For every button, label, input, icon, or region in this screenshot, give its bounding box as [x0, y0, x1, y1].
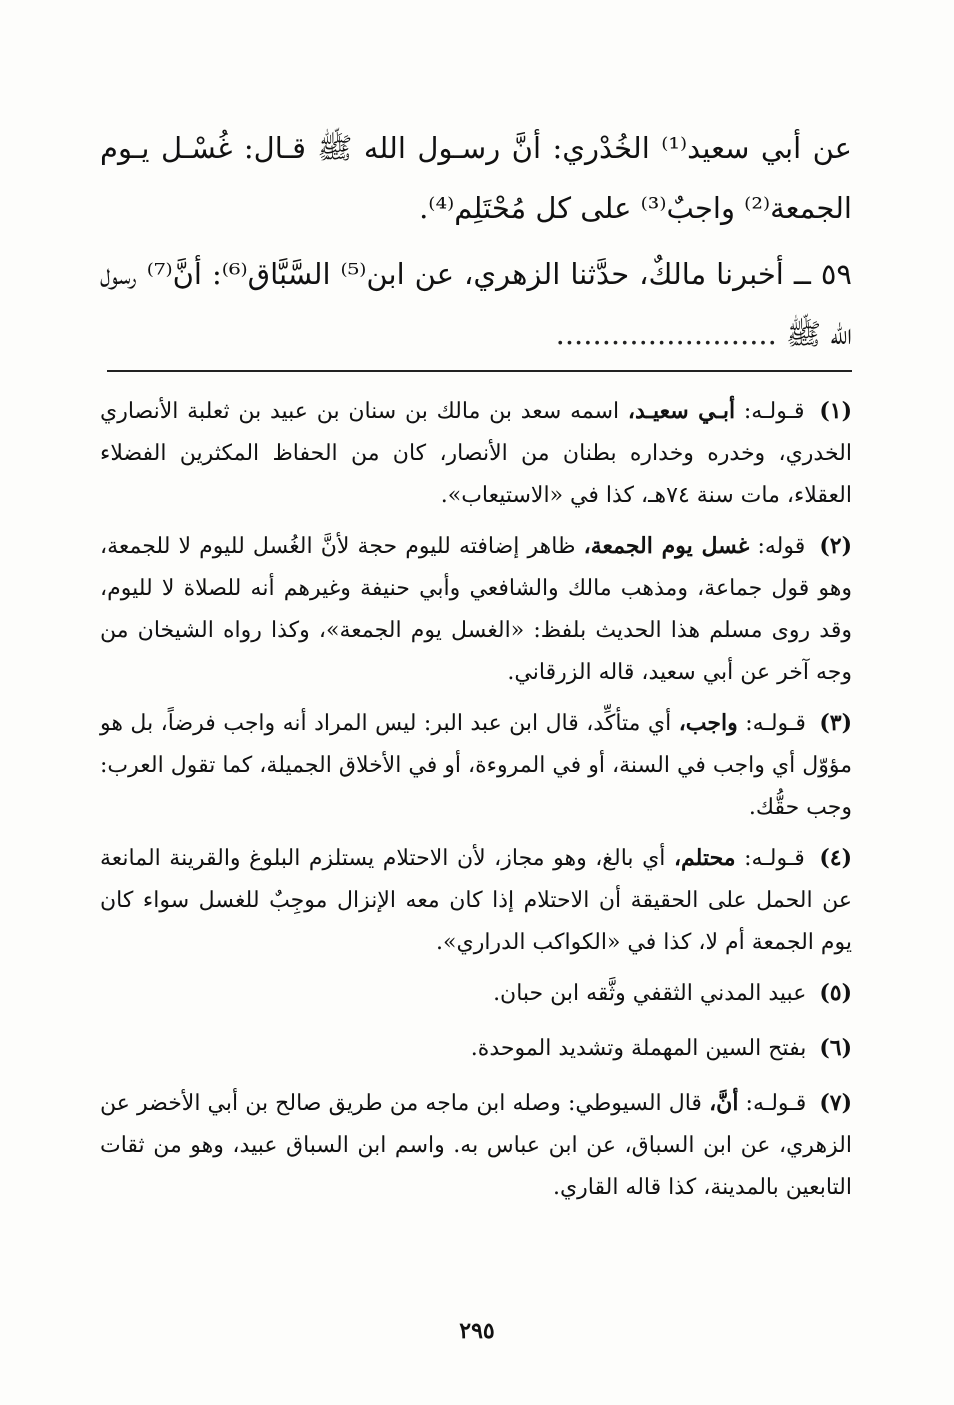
footnote-text: قال السيوطي: وصله ابن ماجه من طريق صالح بن أبي الأخضر عن الزهري، عن ابن السباق، عن ابن عباس به. واسم ابن السباق عبيد، وهو من ثقات التابعين بالمدينة، كذا قاله القاري. — [100, 1091, 852, 1200]
footnote-6 — [100, 1027, 852, 1070]
footnotes-section — [100, 390, 852, 1217]
footnote-prefix: قـولـه: — [743, 399, 805, 424]
footnote-number: (٧) — [819, 1090, 853, 1116]
footnote-text: عبيد المدني الثقفي وثَّقه ابن حبان. — [493, 981, 807, 1006]
page-number: ٢٩٥ — [459, 1318, 495, 1344]
footnote-prefix: قـولـه: — [745, 711, 806, 736]
footnote-7 — [100, 1082, 852, 1209]
footnote-3 — [100, 702, 852, 829]
footnote-text: اسمه سعد بن مالك بن سنان بن عبيد بن ثعلبة الأنصاري الخدري، وخدره وخداره بطنان من الأنصار، كان من الحفاظ المكثرين الفضلاء العقلاء، مات سنة ٧٤هـ، كذا في «الاستيعاب». — [100, 399, 852, 508]
footnote-keyword: أبـي سعيـد، — [627, 398, 736, 424]
footnote-keyword: محتلم، — [673, 845, 736, 871]
footnote-keyword: واجب، — [678, 710, 738, 736]
hadith-paragraph-1: عن أبي سعيد⁽¹⁾ الخُدْري: أنَّ رسـول الله ﷺ قـال: غُسْـل يـوم الجمعة⁽²⁾ واجبٌ⁽³⁾ على كل مُحْتَلِم⁽⁴⁾. — [100, 131, 852, 225]
footnote-number: (٢) — [819, 533, 853, 559]
footnote-divider — [107, 370, 852, 372]
footnote-number: (١) — [819, 398, 853, 424]
hadith-paragraph-2 — [100, 244, 852, 364]
footnote-1 — [100, 390, 852, 517]
footnote-text: ظاهر إضافته لليوم حجة لأنَّ الغُسل لليوم لا للجمعة، وهو قول جماعة، ومذهب مالك والشافعي وأبي حنيفة وغيرهم أنه للصلاة لا لليوم، وقد روى مسلم هذا الحديث بلفظ: «الغسل يوم الجمعة»، وكذا رواه الشيخان من وجه آخر عن أبي سعيد، قاله الزرقاني. — [100, 534, 852, 685]
footnote-number: (٦) — [819, 1035, 852, 1061]
footnote-5 — [100, 972, 852, 1015]
footnote-text: بفتح السين المهملة وتشديد الموحدة. — [470, 1036, 807, 1061]
footnote-prefix: قـولـه: — [744, 846, 805, 871]
footnote-2 — [100, 525, 852, 694]
footnote-prefix: قـولـه: — [745, 1091, 807, 1116]
footnote-text: أي بالغ، وهو مجاز، لأن الاحتلام يستلزم البلوغ والقرينة المانعة عن الحمل على الحقيقة أن الاحتلام إذا كان معه الإنزال موجِبٌ للغسل سواء كان يوم الجمعة أم لا، كذا في «الكواكب الدراري». — [100, 846, 852, 955]
footnote-keyword: أنَّ، — [709, 1090, 739, 1116]
footnote-number: (٣) — [819, 710, 852, 736]
footnote-prefix: قوله: — [757, 534, 806, 559]
footnote-number: (٤) — [819, 845, 853, 871]
hadith-59-text: ٥٩ ــ أخبرنا مالكٌ، حدَّثنا الزهري، عن ابن⁽⁵⁾ السَّبَّاق⁽⁶⁾: أنَّ⁽⁷⁾ رسول الله ﷺ — [100, 257, 853, 351]
footnote-text: أي متأكِّد، قال ابن عبد البر: ليس المراد أنه واجب فرضاً، بل هو مؤوّل أي واجب في السنة، أو في المروءة، أو في الأخلاق الجميلة، كما تقول العرب: وجب حقُّك. — [100, 711, 852, 820]
footnote-keyword: غسل يوم الجمعة، — [583, 533, 750, 559]
continuation-ellipsis: ........................ — [555, 317, 777, 351]
footnote-number: (٥) — [819, 980, 852, 1006]
footnote-4 — [100, 837, 852, 964]
main-hadith-text — [100, 118, 852, 364]
